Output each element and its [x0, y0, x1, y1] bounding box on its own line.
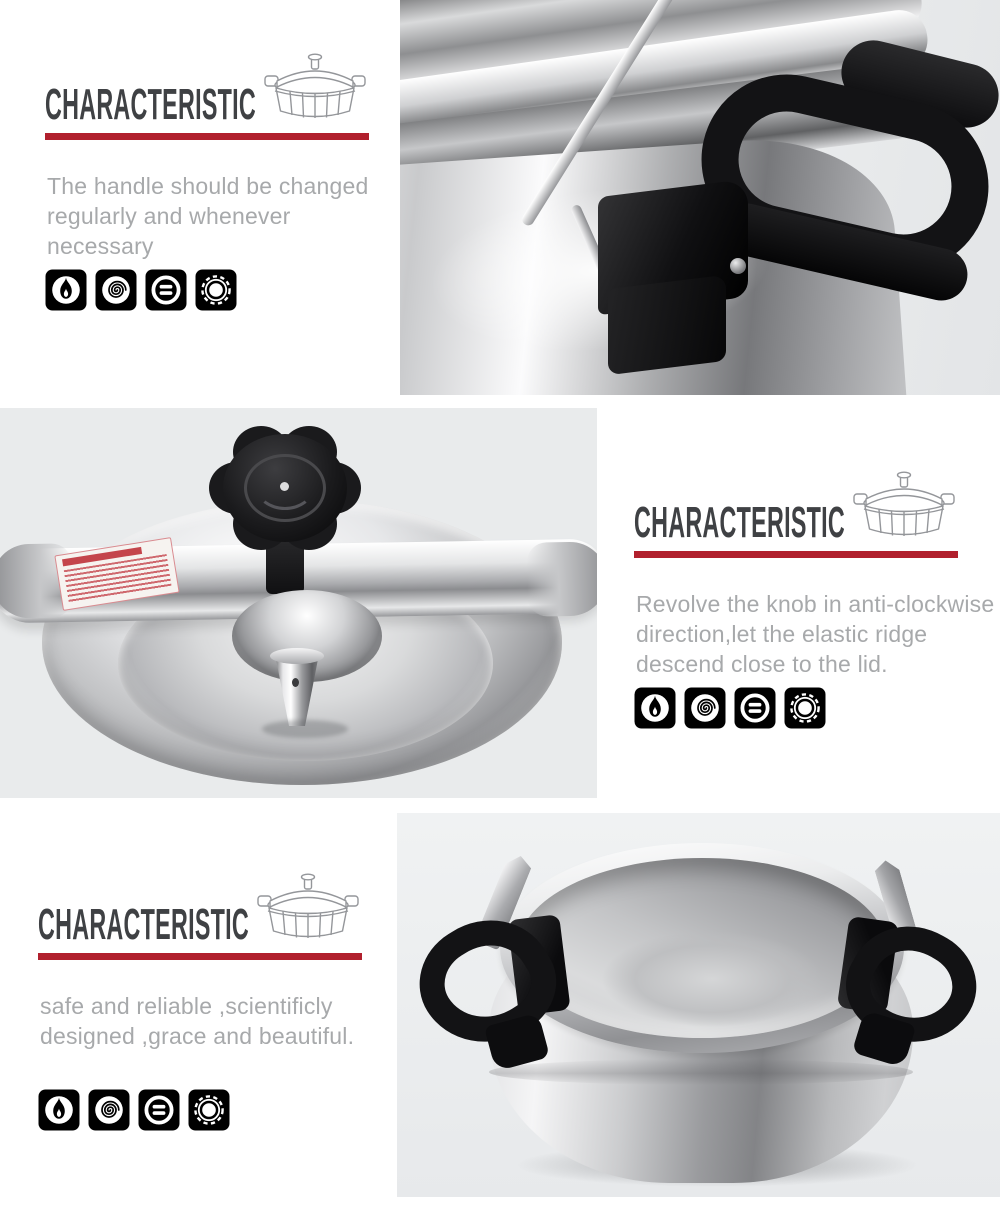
- description-line: necessary: [47, 233, 154, 259]
- pressure-valve-cap: [270, 648, 324, 664]
- section-heading: [45, 80, 443, 129]
- heading-text: CHARACTERISTIC: [38, 900, 249, 949]
- heat-source-icons: [45, 269, 237, 311]
- pressure-valve-hole: [292, 678, 299, 687]
- section-handle-text: [45, 80, 445, 345]
- pressure-cooker-sketch-icon: [256, 869, 360, 947]
- photo-open-pot: [397, 813, 1000, 1197]
- radiant-ring-icon: [188, 1089, 230, 1131]
- description-line: designed ,grace and beautiful.: [40, 1023, 355, 1049]
- section-heading: [38, 900, 436, 949]
- section-description: [47, 171, 368, 261]
- description-line: direction,let the elastic ridge: [636, 621, 928, 647]
- photo-lid-knob: [0, 408, 597, 798]
- electric-hotplate-icon: [145, 269, 187, 311]
- knob-center-dot: [280, 482, 289, 491]
- induction-coil-icon: [684, 687, 726, 729]
- description-line: Revolve the knob in anti-clockwise: [636, 591, 995, 617]
- section-description: [40, 991, 354, 1051]
- lid-handle-bar-end-right: [526, 541, 597, 616]
- pot-seam-band: [489, 1059, 913, 1085]
- gas-flame-icon: [634, 687, 676, 729]
- description-line: safe and reliable ,scientificly: [40, 993, 333, 1019]
- electric-hotplate-icon: [734, 687, 776, 729]
- heading-underline: [634, 551, 958, 558]
- induction-coil-icon: [88, 1089, 130, 1131]
- heading-underline: [38, 953, 362, 960]
- radiant-ring-icon: [784, 687, 826, 729]
- pressure-cooker-sketch-icon: [263, 49, 367, 127]
- description-line: descend close to the lid.: [636, 651, 888, 677]
- pressure-valve-shadow: [262, 720, 348, 738]
- description-line: The handle should be changed: [47, 173, 369, 199]
- description-line: regularly and whenever: [47, 203, 291, 229]
- heading-text: CHARACTERISTIC: [634, 498, 845, 547]
- handle-mount-foot: [608, 275, 726, 375]
- electric-hotplate-icon: [138, 1089, 180, 1131]
- heading-underline: [45, 133, 369, 140]
- induction-coil-icon: [95, 269, 137, 311]
- heat-source-icons: [634, 687, 826, 729]
- section-knob-text: [634, 498, 1000, 763]
- handle-rivet: [730, 258, 746, 274]
- heat-source-icons: [38, 1089, 230, 1131]
- gas-flame-icon: [38, 1089, 80, 1131]
- section-description: [636, 589, 994, 679]
- gas-flame-icon: [45, 269, 87, 311]
- pressure-cooker-sketch-icon: [852, 467, 956, 545]
- pot-interior-floor: [602, 931, 822, 1027]
- photo-handle-closeup: [400, 0, 1000, 395]
- section-design-text: [38, 900, 438, 1165]
- radiant-ring-icon: [195, 269, 237, 311]
- heading-text: CHARACTERISTIC: [45, 80, 256, 129]
